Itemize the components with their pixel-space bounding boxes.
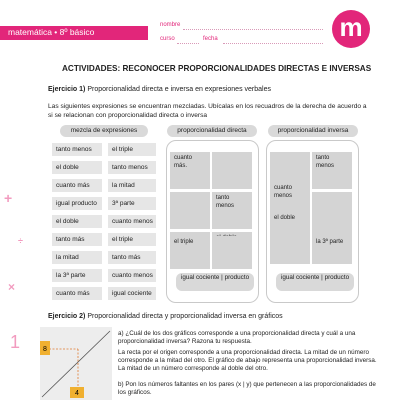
- name-label: nombre: [160, 22, 181, 28]
- col-header-inverse: proporcionalidad inversa: [268, 125, 358, 137]
- expression-card[interactable]: cuanto más: [52, 179, 102, 192]
- expression-card[interactable]: tanto menos: [108, 161, 156, 174]
- drop-cell[interactable]: [170, 192, 210, 229]
- expression-card[interactable]: cuanto menos: [108, 215, 156, 228]
- expression-card[interactable]: tanto más: [52, 233, 102, 246]
- expression-card[interactable]: cuanto menos: [108, 269, 156, 282]
- expression-card[interactable]: igual producto: [52, 197, 102, 210]
- inverse-bottom-label[interactable]: igual cociente | producto: [276, 273, 354, 291]
- division-icon: ÷: [18, 236, 23, 246]
- direct-proportion-graph: [40, 327, 112, 400]
- side-decoration: [0, 60, 36, 400]
- drop-cell[interactable]: la 3ª parte: [312, 236, 352, 264]
- expression-card[interactable]: 3ª parte: [108, 197, 156, 210]
- course-line[interactable]: [177, 43, 199, 44]
- expression-card[interactable]: el doble: [52, 161, 102, 174]
- exercise1-title: [48, 86, 271, 93]
- date-label: fecha: [203, 36, 218, 42]
- expression-card[interactable]: la 3ª parte: [52, 269, 102, 282]
- page-title: ACTIVIDADES: RECONOCER PROPORCIONALIDADES DIRECTAS E INVERSAS: [62, 64, 372, 73]
- exercise1-heading: Proporcionalidad directa e inversa en expresiones verbales: [87, 86, 271, 93]
- col-header-direct: proporcionalidad directa: [167, 125, 257, 137]
- course-label: curso: [160, 36, 175, 42]
- drop-cell[interactable]: tanto menos: [212, 192, 252, 229]
- drop-cell[interactable]: [312, 212, 352, 236]
- subject-label: matemática • 8º básico: [8, 27, 95, 37]
- expression-card[interactable]: tanto más: [108, 251, 156, 264]
- x-value: 4: [75, 390, 79, 397]
- page-header: [0, 0, 400, 50]
- graph-svg: [40, 327, 112, 400]
- expression-card[interactable]: la mitad: [52, 251, 102, 264]
- drop-cell[interactable]: cuanto más.: [170, 152, 210, 189]
- expression-card[interactable]: el doble: [52, 215, 102, 228]
- drop-cell[interactable]: el triple: [170, 236, 210, 264]
- plus-icon: +: [4, 190, 13, 206]
- times-icon: ×: [8, 280, 16, 294]
- drop-cell[interactable]: el doble: [270, 212, 310, 236]
- col-header-mix: mezcla de expresiones: [60, 125, 148, 137]
- drop-cell[interactable]: [212, 152, 252, 189]
- date-line[interactable]: [223, 43, 323, 44]
- exercise2-heading: Proporcionalidad directa y proporcionalidad inversa en gráficos: [87, 313, 283, 320]
- question-b: b) Pon los números faltantes en los pares (x | y) que pertenecen a las proporcionalidades de los gráficos.: [118, 381, 376, 396]
- logo-letter: m: [339, 12, 363, 42]
- brand-logo: [332, 10, 370, 48]
- name-line[interactable]: [183, 29, 323, 30]
- drop-cell[interactable]: [270, 236, 310, 264]
- exercise2-title: [48, 313, 283, 320]
- expression-card[interactable]: igual cociente: [108, 287, 156, 300]
- subject-band: [0, 26, 148, 40]
- exercise2-label: Ejercicio 2): [48, 313, 86, 320]
- answer-a: La recta por el origen corresponde a una proporcionalidad directa. La mitad de un número corresponde a la mitad del otro. El gráfico de abajo representa una proporcionalidad inversa. La mitad de un número corresponde al doble del otro.: [118, 349, 377, 372]
- expression-card[interactable]: el triple: [108, 143, 156, 156]
- y-value: 8: [43, 346, 47, 353]
- exercise1-instructions: Las siguientes expresiones se encuentran mezcladas. Ubícalas en los recuadros de la derecha de acuerdo a si se relacionan con proporcionalidad directa o inversa: [48, 103, 367, 119]
- drop-cell[interactable]: tanto menos: [312, 152, 352, 189]
- drop-cell[interactable]: cuanto menos: [270, 182, 310, 219]
- expression-card[interactable]: la mitad: [108, 179, 156, 192]
- direct-bottom-label[interactable]: igual cociente | producto: [176, 273, 254, 291]
- digit-one-icon: 1: [10, 332, 21, 352]
- expression-card[interactable]: el triple: [108, 233, 156, 246]
- expression-card[interactable]: tanto menos: [52, 143, 102, 156]
- drop-cell[interactable]: [212, 236, 252, 264]
- expression-card[interactable]: cuanto más: [52, 287, 102, 300]
- question-a: a) ¿Cuál de los dos gráficos corresponde a una proporcionalidad directa y cuál a una proporcionalidad inversa? Razona tu respuesta.: [118, 330, 356, 345]
- exercise1-label: Ejercicio 1): [48, 86, 86, 93]
